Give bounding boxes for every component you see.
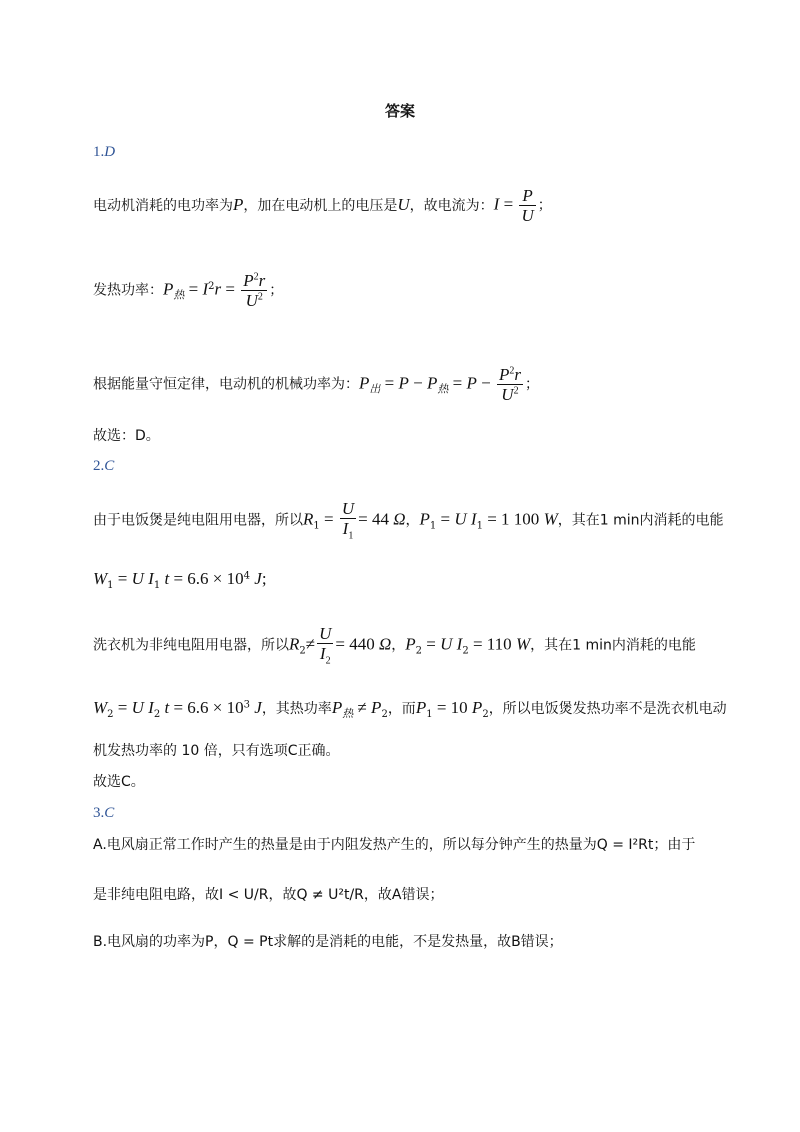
q1-line-2: 发热功率：$P_热 = I^2r$ = $\frac{P^2r}{U^2}$ ； [93,271,284,310]
q3-number: 3.C [93,805,115,821]
q2-number: 2.C [93,458,115,474]
page-title: 答案 [384,102,415,120]
q2-header [93,459,114,474]
q1-mech-fraction: $\frac{P^2r}{U^2}$ [498,365,521,404]
q1-header [93,145,115,160]
q2-r1-fraction: $\frac{U}{I_1}$ [341,499,355,542]
q2-line-3-text-a: 洗衣机为非纯电阻用电器，所以 [93,637,289,654]
q3-line-1-text: A.电风扇正常工作时产生的热量是由于内阻发热产生的，所以每分钟产生的热量为Q = I²Rt；由于 [93,837,696,853]
q2-conclusion: 故选C。 [93,774,145,790]
q1-line-3-text: 根据能量守恒定律，电动机的机械功率为： [93,376,359,393]
q1-line-3: 根据能量守恒定律，电动机的机械功率为：$P_出 = P - P_热 = P$ − $\frac{P^2r}{U^2}$ ； [93,365,539,404]
q2-line-2: $W_1 = U$ $I_1$ $t = 6.6 \times 10^4$ J; [93,569,267,591]
q1-conclusion: 故选：D。 [93,428,160,444]
q2-line-1-text-b: ，其在1 min内消耗的电能 [557,512,724,529]
q3-line-3 [93,935,563,949]
q2-line-5-text: 机发热功率的 10 倍，只有选项C正确。 [93,743,340,759]
q1-heat-fraction: $\frac{P^2r}{U^2}$ [243,271,266,310]
q3-header [93,806,114,821]
q1-number: 1.D [93,144,116,160]
q3-line-2-text: 是非纯电阻电路，故I < U/R，故Q ≠ U²t/R，故A错误； [93,887,444,903]
q2-line-3-text-b: ，其在1 min内消耗的电能 [530,637,696,654]
q2-line-3: 洗衣机为非纯电阻用电器，所以$R_2\ne$ $\frac{U}{I_2}$ = 440 Ω，$P_2 = U$ $I_2 = 110$ W，其在1 min内消耗的电能 [93,624,696,667]
q2-line-1: 由于电饭煲是纯电阻用电器，所以$R_1$ = $\frac{U}{I_1}$ = 44 Ω，$P_1 = U$ $I_1 = 1$ 100 W，其在1 min内消耗的电能 [93,499,724,542]
q1-line-2-text: 发热功率： [93,282,163,299]
q3-line-3-text: B.电风扇的功率为P，Q = Pt求解的是消耗的电能，不是发热量，故B错误； [93,934,563,950]
q3-line-2 [93,888,443,902]
q1-line-1: 电动机消耗的电功率为P，加在电动机上的电压是U，故电流为：I = $\frac{P}{U}$ ； [93,186,552,225]
q2-line-5 [93,744,340,758]
q2-line-1-text-a: 由于电饭煲是纯电阻用电器，所以 [93,512,303,529]
q1-current-fraction: $\frac{P}{U}$ [521,186,534,225]
q3-line-1 [93,838,695,852]
q2-line-4: $W_2 = U$ $I_2$ $t = 6.6 \times 10^3$ J，其热功率$P_热 \ne P_2$，而$P_1 = 10$ $P_2$，所以电饭煲发热功率不是洗衣机电动 [93,698,727,720]
q2-r2-fraction: $\frac{U}{I_2}$ [319,624,332,667]
